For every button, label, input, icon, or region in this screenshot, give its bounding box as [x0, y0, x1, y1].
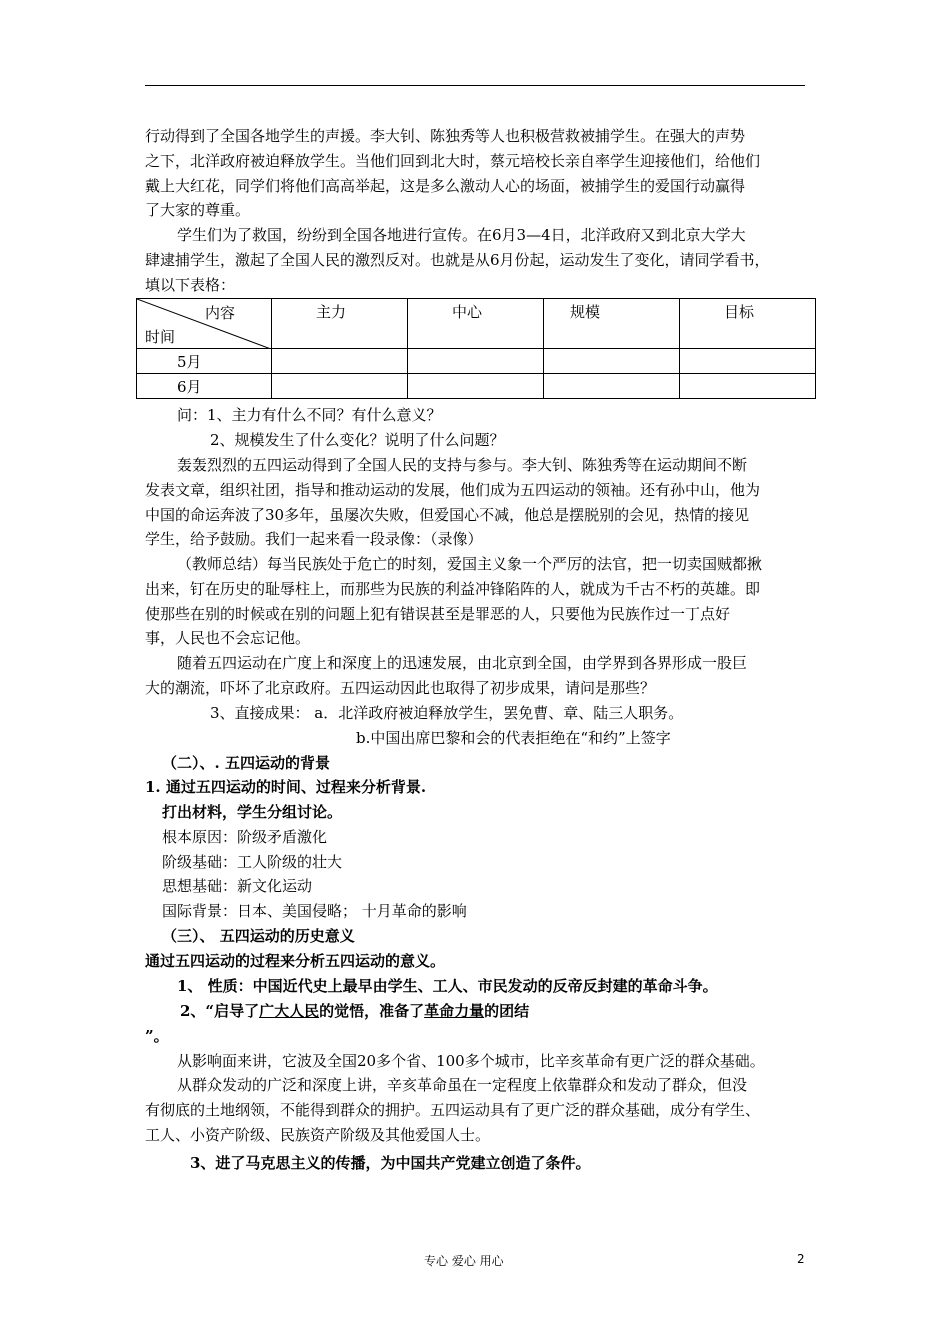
section-2-title: （二）、. 五四运动的背景 [162, 754, 330, 772]
meaning-2-tail: ”。 [145, 1027, 169, 1045]
background-item: 阶级基础：工人阶级的壮大 [162, 853, 343, 871]
paragraph-2-line: 填以下表格： [145, 276, 236, 294]
corner-label-time: 时间 [145, 328, 176, 346]
paragraph-3-line: 中国的命运奔波了30多年，虽屡次失败，但爱国心不减，他总是摆脱别的会见，热情的接见 [145, 506, 750, 524]
table-header-cell: 目标 [680, 299, 816, 349]
paragraph-1-line: 了大家的尊重。 [145, 201, 251, 219]
paragraph-2-line: 学生们为了救国，纷纷到全国各地进行宣传。在6月3—4日，北洋政府又到北京大学大 [177, 226, 746, 244]
paragraph-4-line: 使那些在别的时候或在别的问题上犯有错误甚至是罪恶的人，只要他为民族作过一丁点好 [145, 605, 731, 623]
paragraph-7-line: 从群众发动的广泛和深度上讲，辛亥革命虽在一定程度上依靠群众和发动了群众，但没 [177, 1076, 748, 1094]
paragraph-7-line: 有彻底的土地纲领，不能得到群众的拥护。五四运动具有了更广泛的群众基础，成分有学生、 [145, 1101, 761, 1119]
meaning-3: 3、进了马克思主义的传播，为中国共产党建立创造了条件。 [190, 1154, 591, 1172]
question-1: 问：1、主力有什么不同？有什么意义？ [177, 406, 442, 424]
paragraph-3-line: 发表文章，组织社团，指导和推动运动的发展，他们成为五四运动的领袖。还有孙中山，他为 [145, 481, 761, 499]
paragraph-5-line: 大的潮流，吓坏了北京政府。五四运动因此也取得了初步成果，请问是那些？ [145, 679, 656, 697]
paragraph-6: 从影响面来讲，它波及全国20多个省、100多个城市，比辛亥革命有更广泛的群众基础。 [177, 1052, 765, 1070]
table-corner-cell [137, 299, 272, 349]
result-b: b.中国出席巴黎和会的代表拒绝在“和约”上签字 [356, 729, 671, 747]
paragraph-4-line: （教师总结）每当民族处于危亡的时刻，爱国主义象一个严厉的法官，把一切卖国贼都揪 [177, 555, 763, 573]
page-number: 2 [797, 1252, 805, 1266]
question-2: 2、规模发生了什么变化？说明了什么问题？ [210, 431, 505, 449]
paragraph-1-line: 行动得到了全国各地学生的声援。李大钊、陈独秀等人也积极营救被捕学生。在强大的声势 [145, 127, 746, 145]
section-3-subtitle: 通过五四运动的过程来分析五四运动的意义。 [145, 952, 446, 970]
meaning-1: 1、 性质：中国近代史上最早由学生、工人、市民发动的反帝反封建的革命斗争。 [177, 977, 718, 995]
section-2-note: 打出材料，学生分组讨论。 [162, 803, 343, 821]
paragraph-3-line: 轰轰烈烈的五四运动得到了全国人民的支持与参与。李大钊、陈独秀等在运动期间不断 [177, 456, 748, 474]
header-rule [145, 85, 805, 86]
underlined-phrase: 广大人民 [259, 1002, 320, 1020]
paragraph-4-line: 事，人民也不会忘记他。 [145, 629, 311, 647]
footer-motto: 专心 爱心 用心 [424, 1254, 504, 1268]
paragraph-3-line: 学生，给予鼓励。我们一起来看一段录像：（录像） [145, 530, 483, 548]
table-header-cell: 主力 [272, 299, 408, 349]
table-row [137, 349, 816, 374]
background-item: 国际背景：日本、美国侵略； 十月革命的影响 [162, 902, 467, 920]
paragraph-4-line: 出来，钉在历史的耻辱柱上，而那些为民族的利益冲锋陷阵的人，就成为千古不朽的英雄。即 [145, 580, 761, 598]
underlined-phrase: 革命力量 [424, 1002, 485, 1020]
paragraph-5-line: 随着五四运动在广度上和深度上的迅速发展，由北京到全国，由学界到各界形成一股巨 [177, 654, 748, 672]
paragraph-1-line: 之下，北洋政府被迫释放学生。当他们回到北大时，蔡元培校长亲自率学生迎接他们，给他们 [145, 152, 761, 170]
table-header-cell: 规模 [544, 299, 680, 349]
background-item: 根本原因：阶级矛盾激化 [162, 828, 328, 846]
paragraph-7-line: 工人、小资产阶级、民族资产阶级及其他爱国人士。 [145, 1126, 491, 1144]
table-header-cell: 中心 [408, 299, 544, 349]
table-row [137, 374, 816, 399]
result-a: 3、直接成果： a．北洋政府被迫释放学生，罢免曹、章、陆三人职务。 [210, 704, 684, 722]
paragraph-1-line: 戴上大红花，同学们将他们高高举起，这是多么激动人心的场面，被捕学生的爱国行动赢得 [145, 177, 746, 195]
movement-comparison-table [136, 298, 816, 399]
section-3-title: （三）、 五四运动的历史意义 [162, 927, 355, 945]
meaning-2: 2、“启导了广大人民的觉悟，准备了革命力量的团结 [180, 1002, 530, 1020]
corner-label-content: 内容 [205, 304, 236, 322]
row-label: 6月 [177, 377, 202, 396]
row-label: 5月 [177, 352, 202, 371]
background-item: 思想基础：新文化运动 [162, 877, 313, 895]
section-2-subtitle: 1. 通过五四运动的时间、过程来分析背景. [145, 778, 427, 796]
paragraph-2-line: 肆逮捕学生，激起了全国人民的激烈反对。也就是从6月份起，运动发生了变化，请同学看书， [145, 251, 770, 269]
